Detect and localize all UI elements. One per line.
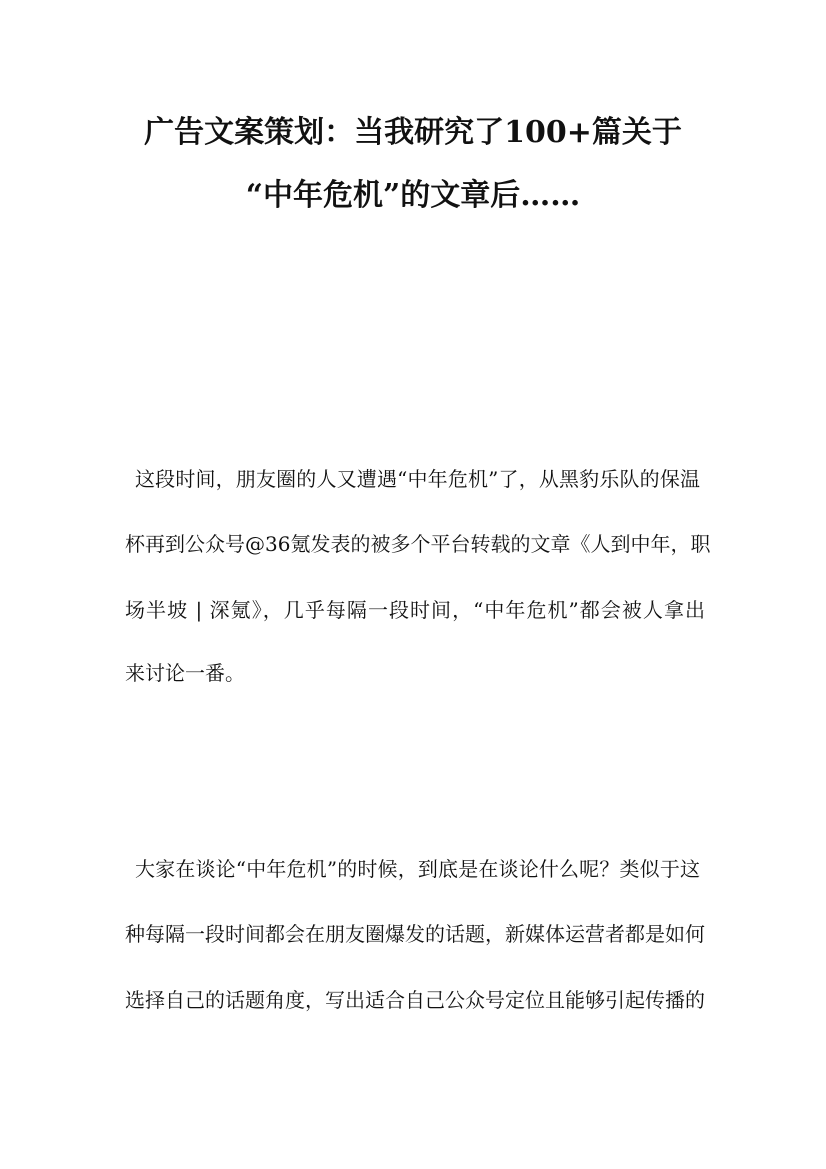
paragraph-line: 来讨论一番。 [125,661,245,685]
paragraph-line: 这段时间，朋友圈的人又遭遇“中年危机”了，从黑豹乐队的保温 [135,467,700,491]
paragraph-line: 杯再到公众号@36氪发表的被多个平台转载的文章《人到中年，职 [125,532,711,556]
title-line-2: “中年危机”的文章后…… [245,178,581,213]
paragraph-line: 场半坡 | 深氪》，几乎每隔一段时间，“中年危机”都会被人拿出 [125,598,705,622]
title-line-1: 广告文案策划：当我研究了100+篇关于 [144,115,682,150]
paragraph-line: 种每隔一段时间都会在朋友圈爆发的话题，新媒体运营者都是如何 [125,922,705,946]
paragraph-line: 大家在谈论“中年危机”的时候，到底是在谈论什么呢？类似于这 [135,857,700,881]
paragraph-line: 选择自己的话题角度，写出适合自己公众号定位且能够引起传播的 [125,988,705,1012]
